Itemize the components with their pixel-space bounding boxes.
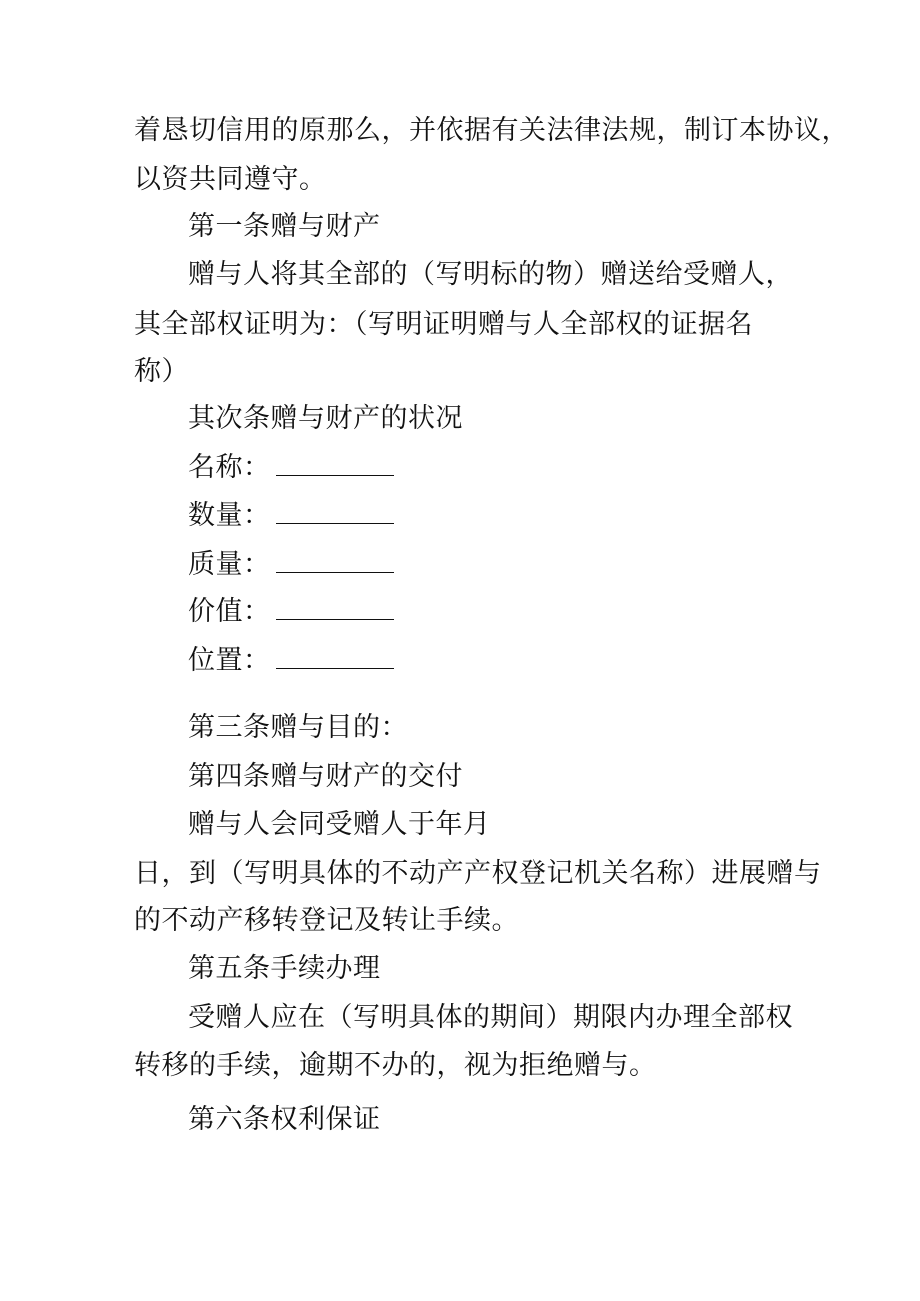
property-field [188,596,394,628]
blank-line [276,550,394,573]
article-heading: 其次条赠与财产的状况 [188,403,463,434]
article-heading: 第四条赠与财产的交付 [188,761,463,792]
field-label: 质量： [188,549,271,580]
field-label: 名称： [188,452,271,483]
article-heading: 第一条赠与财产 [188,211,381,242]
field-label: 价值： [188,596,271,627]
body-text-line: 赠与人会同受赠人于年月 [188,809,491,840]
body-text-line: 着恳切信用的原那么，并依据有关法律法规，制订本协议， [134,115,849,146]
body-text-line: 称） [134,356,189,387]
blank-line [276,501,394,524]
article-heading: 第三条赠与目的： [188,712,408,743]
field-label: 数量： [188,500,271,531]
article-heading: 第六条权利保证 [188,1104,381,1135]
article-heading: 第五条手续办理 [188,953,381,984]
property-field [188,645,394,677]
blank-line [276,597,394,620]
body-text-line: 赠与人将其全部的（写明标的物）赠送给受赠人， [188,259,793,290]
field-label: 位置： [188,645,271,676]
body-text-line: 转移的手续，逾期不办的，视为拒绝赠与。 [134,1050,657,1081]
body-text-line: 的不动产移转登记及转让手续。 [134,905,519,936]
blank-line [276,646,394,669]
body-text-line: 其全部权证明为：（写明证明赠与人全部权的证据名 [134,309,753,340]
body-text-line: 受赠人应在（写明具体的期间）期限内办理全部权 [188,1002,793,1033]
property-field [188,549,394,581]
property-field [188,500,394,532]
property-field [188,452,394,484]
blank-line [276,453,394,476]
body-text-line: 以资共同遵守。 [134,164,327,195]
body-text-line: 日，到（写明具体的不动产产权登记机关名称）进展赠与 [134,858,822,889]
